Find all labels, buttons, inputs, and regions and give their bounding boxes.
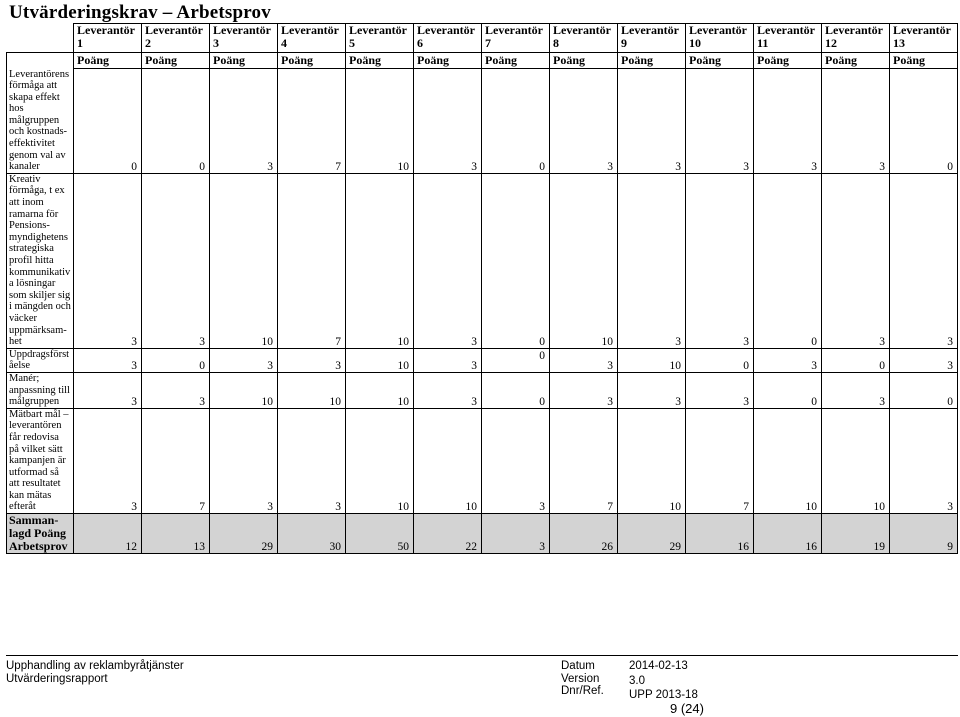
column-header-2: Leverantör 2 [142,24,210,53]
score-cell: 0 [686,348,754,372]
score-cell: 0 [482,69,550,174]
score-cell: 0 [890,372,958,408]
score-cell: 3 [618,69,686,174]
footer-version-value: 3.0 [629,674,645,687]
score-cell: 10 [346,372,414,408]
score-cell: 10 [278,372,346,408]
score-cell: 3 [278,348,346,372]
criterion-text-end: kanaler [9,161,40,173]
criterion-label [7,173,74,348]
points-label: Poäng [686,53,754,69]
score-cell: 0 [482,173,550,348]
summary-total-cell: 22 [414,514,482,554]
points-label: Poäng [890,53,958,69]
criterion-label [7,69,74,174]
summary-total-cell: 29 [210,514,278,554]
score-cell: 7 [278,69,346,174]
summary-label-end: Arbetsprov [9,539,68,554]
score-cell: 0 [482,348,550,372]
criterion-text-end: åelse [9,360,30,372]
score-cell: 3 [822,69,890,174]
score-cell: 3 [890,348,958,372]
points-label: Poäng [618,53,686,69]
score-cell: 0 [822,348,890,372]
footer-ref-label: Dnr/Ref. [561,685,604,697]
points-row-label [7,53,74,69]
criterion-row [7,348,958,372]
score-cell: 0 [142,348,210,372]
score-cell: 7 [278,173,346,348]
score-cell: 10 [754,408,822,513]
points-label: Poäng [550,53,618,69]
summary-total-cell: 16 [686,514,754,554]
score-cell: 3 [618,173,686,348]
score-cell: 10 [346,348,414,372]
summary-label-line: lagd Poäng [9,526,67,541]
criterion-text-end: het [9,336,22,348]
criterion-text: Leverantörens förmåga att skapa effekt hos målgruppen och kostnads-effektivitet genom val av [9,68,70,161]
column-header-6: Leverantör 6 [414,24,482,53]
score-cell: 10 [346,408,414,513]
score-cell: 10 [210,372,278,408]
column-header-8: Leverantör 8 [550,24,618,53]
score-cell: 0 [142,69,210,174]
score-cell: 3 [414,348,482,372]
summary-label [7,514,74,554]
criterion-label [7,372,74,408]
points-label: Poäng [822,53,890,69]
criterion-text: Mätbart mål – leverantören får redovisa på vilket sätt kampanjen är utformad så att resultatet kan mätas [9,408,69,501]
score-cell: 3 [74,173,142,348]
score-cell: 3 [210,408,278,513]
points-label: Poäng [754,53,822,69]
score-cell: 0 [890,69,958,174]
score-cell: 7 [550,408,618,513]
points-label: Poäng [142,53,210,69]
score-cell: 3 [550,69,618,174]
footer-doc-title: Upphandling av reklambyråtjänster [6,660,184,672]
points-label: Poäng [414,53,482,69]
score-cell: 3 [618,372,686,408]
score-cell: 3 [142,372,210,408]
score-cell: 3 [74,408,142,513]
criterion-text: Uppdragsförst [9,348,70,360]
score-cell: 10 [346,69,414,174]
criterion-text-end: efteråt [9,501,36,513]
summary-total-cell: 16 [754,514,822,554]
score-cell: 3 [686,173,754,348]
header-row [7,24,958,53]
footer-values [629,660,698,702]
footer-date-value: 2014-02-13 [629,660,688,672]
column-header-3: Leverantör 3 [210,24,278,53]
criterion-row [7,408,958,513]
points-label: Poäng [482,53,550,69]
footer-doc-subtitle: Utvärderingsrapport [6,672,108,685]
column-header-12: Leverantör 12 [822,24,890,53]
criterion-text: Manér; anpassning till [9,372,70,396]
summary-total-cell: 29 [618,514,686,554]
score-cell: 3 [142,173,210,348]
score-cell: 3 [414,372,482,408]
criterion-label [7,408,74,513]
summary-total-cell: 3 [482,514,550,554]
score-cell: 3 [278,408,346,513]
score-cell: 3 [890,173,958,348]
criterion-text: Kreativ förmåga, t ex att inom ramarna för Pensions-myndighetens strategiska profil hitta kommunikativ a lösningar som skiljer sig i mängden och väcker uppmärksam- [9,173,71,336]
criterion-text-end: målgruppen [9,396,60,408]
criterion-row [7,69,958,174]
summary-total-cell: 26 [550,514,618,554]
score-cell: 0 [74,69,142,174]
score-cell: 0 [482,372,550,408]
criterion-row [7,372,958,408]
criterion-row [7,173,958,348]
corner-cell [7,24,74,53]
score-cell: 3 [890,408,958,513]
footer-date-label: Datum [561,660,595,672]
footer-ref-value: UPP 2013-18 [629,689,698,701]
score-cell: 3 [822,372,890,408]
footer-document-info [6,660,184,685]
score-cell: 10 [210,173,278,348]
score-cell: 10 [346,173,414,348]
column-header-10: Leverantör 10 [686,24,754,53]
footer-version-label: Version [561,672,600,685]
criterion-label [7,348,74,372]
score-cell: 3 [74,348,142,372]
score-cell: 3 [754,348,822,372]
column-header-1: Leverantör 1 [74,24,142,53]
summary-row [7,514,958,554]
summary-total-cell: 12 [74,514,142,554]
score-cell: 3 [210,348,278,372]
summary-total-cell: 19 [822,514,890,554]
score-cell: 3 [414,69,482,174]
column-header-13: Leverantör 13 [890,24,958,53]
summary-label-line: Samman- [9,513,59,528]
score-cell: 3 [754,69,822,174]
score-cell: 3 [414,173,482,348]
score-cell: 10 [550,173,618,348]
summary-total-cell: 9 [890,514,958,554]
score-cell: 3 [550,348,618,372]
score-cell: 3 [482,408,550,513]
summary-total-cell: 50 [346,514,414,554]
score-cell: 0 [754,372,822,408]
score-cell: 7 [142,408,210,513]
score-cell: 3 [686,372,754,408]
column-header-5: Leverantör 5 [346,24,414,53]
score-cell: 10 [414,408,482,513]
column-header-4: Leverantör 4 [278,24,346,53]
score-cell: 10 [822,408,890,513]
column-header-7: Leverantör 7 [482,24,550,53]
score-cell: 3 [550,372,618,408]
points-label: Poäng [210,53,278,69]
summary-total-cell: 13 [142,514,210,554]
score-cell: 3 [822,173,890,348]
column-header-11: Leverantör 11 [754,24,822,53]
points-label: Poäng [346,53,414,69]
score-cell: 3 [210,69,278,174]
score-cell: 0 [754,173,822,348]
page-number: 9 (24) [670,701,704,716]
score-cell: 10 [618,408,686,513]
score-cell: 3 [686,69,754,174]
footer-labels [561,660,604,698]
points-label: Poäng [74,53,142,69]
page-title: Utvärderingskrav – Arbetsprov [9,2,271,23]
footer-divider [6,655,958,656]
points-row [7,53,958,69]
score-cell: 3 [74,372,142,408]
evaluation-table [6,23,958,554]
score-cell: 7 [686,408,754,513]
summary-total-cell: 30 [278,514,346,554]
points-label: Poäng [278,53,346,69]
score-cell: 10 [618,348,686,372]
column-header-9: Leverantör 9 [618,24,686,53]
